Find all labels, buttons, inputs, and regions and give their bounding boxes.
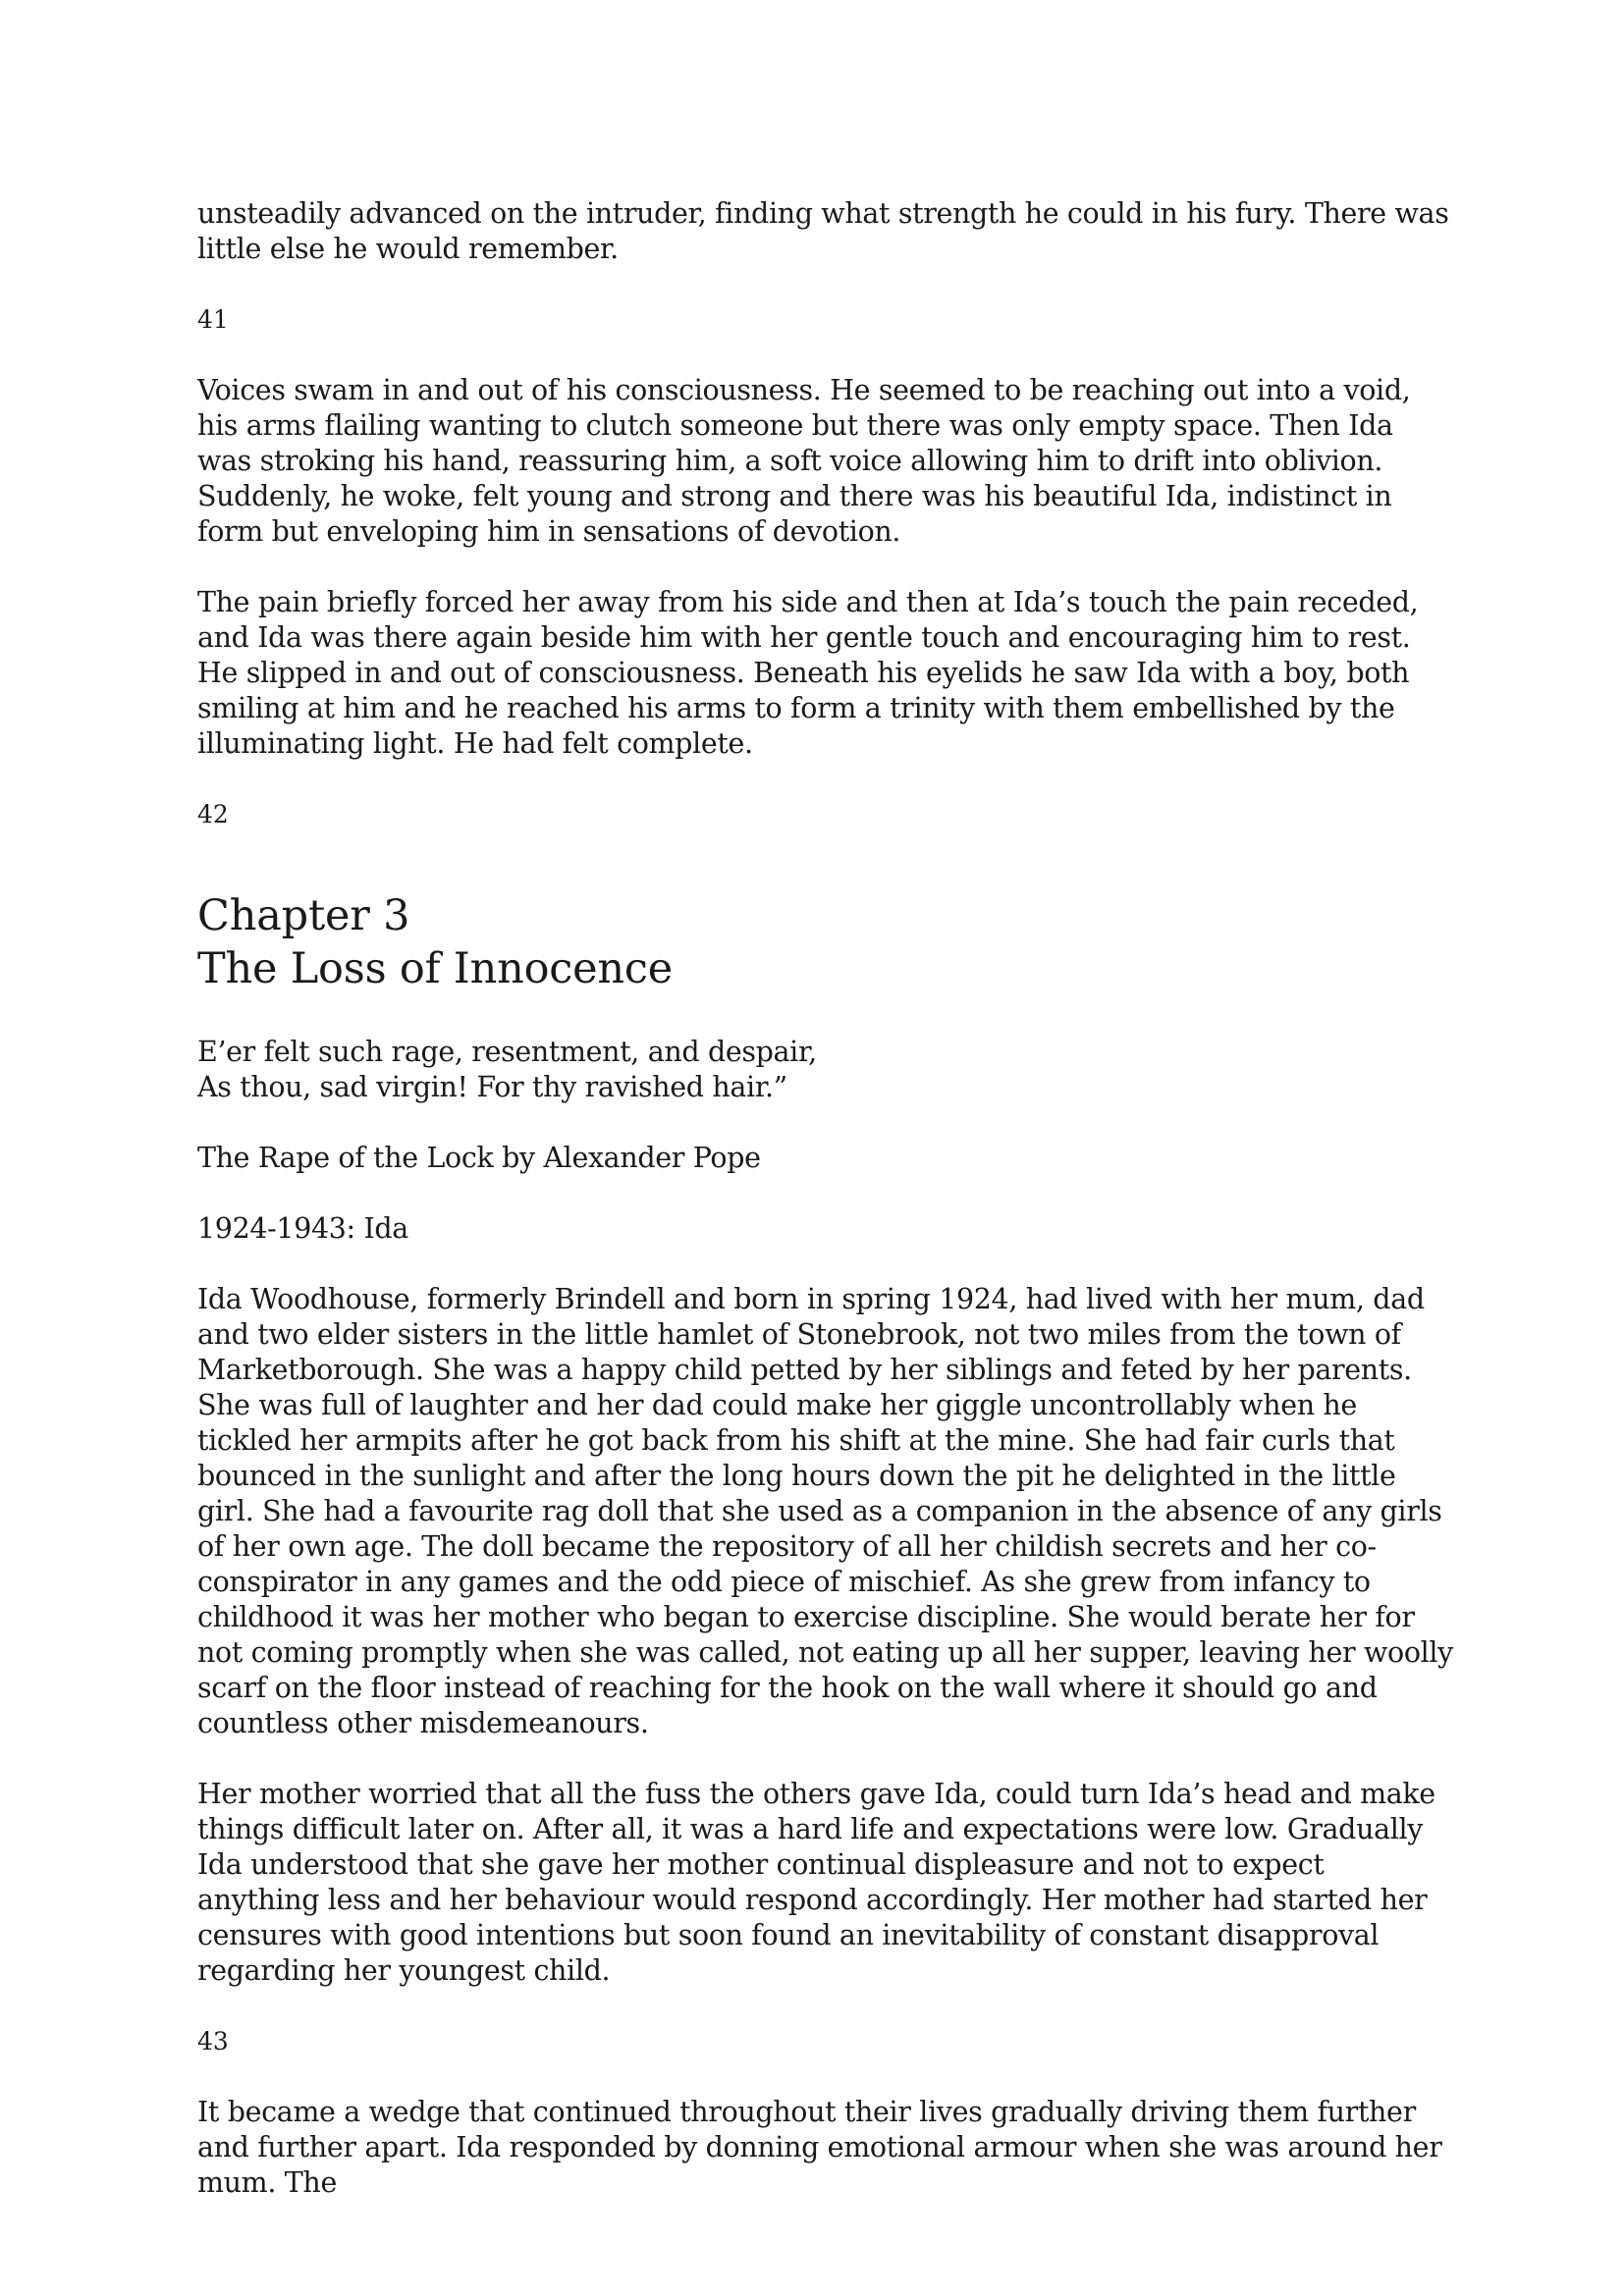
paragraph: It became a wedge that continued throughout their lives gradually driving them further and further apart. Ida responded by donning emotional armour when she was around her mum. The (197, 2096, 1442, 2199)
paragraph: Ida Woodhouse, formerly Brindell and born in spring 1924, had lived with her mum, dad and two elder sisters in the little hamlet of Stonebrook, not two miles from the town of Marketborough. She was a happy child petted by her siblings and feted by her parents. She was full of laughter and her dad could make her giggle uncontrollably when he tickled her armpits after he got back from his shift at the mine. She had fair curls that bounced in the sunlight and after the long hours down the pit he delighted in the little girl. She had a favourite rag doll that she used as a companion in the absence of any girls of her own age. The doll became the repository of all her childish secrets and her co-conspirator in any games and the odd piece of mischief. As she grew from infancy to childhood it was her mother who began to exercise discipline. She would berate her for not coming promptly when she was called, not eating up all her supper, leaving her woolly scarf on the floor instead of reaching for the hook on the wall where it should go and countless other misdemeanours. (197, 1283, 1453, 1739)
section-heading: 1924-1943: Ida (197, 1212, 408, 1245)
verse-line: As thou, sad virgin! For thy ravished hair.” (197, 1071, 787, 1103)
chapter-number: Chapter 3 (197, 891, 410, 940)
paragraph: The pain briefly forced her away from his side and then at Ida’s touch the pain receded, and Ida was there again beside him with her gentle touch and encouraging him to rest. He slipped in and out of consciousness. Beneath his eyelids he saw Ida with a boy, both smiling at him and he reached his arms to form a trinity with them embellished by the illuminating light. He had felt complete. (197, 586, 1419, 760)
epigraph-verse (197, 1035, 1454, 1105)
document-page (197, 196, 1454, 2236)
page-number: 43 (197, 2027, 229, 2056)
page-number: 42 (197, 800, 229, 828)
epigraph-attribution: The Rape of the Lock by Alexander Pope (197, 1142, 761, 1174)
paragraph: Her mother worried that all the fuss the others gave Ida, could turn Ida’s head and make things difficult later on. After all, it was a hard life and expectations were low. Gradually Ida understood that she gave her mother continual displeasure and not to expect anything less and her behaviour would respond accordingly. Her mother had started her censures with good intentions but soon found an inevitability of constant disapproval regarding her youngest child. (197, 1778, 1435, 1987)
paragraph: unsteadily advanced on the intruder, finding what strength he could in his fury. There was little else he would remember. (197, 197, 1449, 265)
chapter-title: The Loss of Innocence (197, 944, 674, 993)
paragraph: Voices swam in and out of his consciousness. He seemed to be reaching out into a void, his arms flailing wanting to clutch someone but there was only empty space. Then Ida was stroking his hand, reassuring him, a soft voice allowing him to drift into oblivion. Suddenly, he woke, felt young and strong and there was his beautiful Ida, indistinct in form but enveloping him in sensations of devotion. (197, 374, 1411, 548)
chapter-heading (197, 889, 1454, 995)
page-number: 41 (197, 305, 229, 334)
verse-line: E’er felt such rage, resentment, and despair, (197, 1036, 817, 1068)
